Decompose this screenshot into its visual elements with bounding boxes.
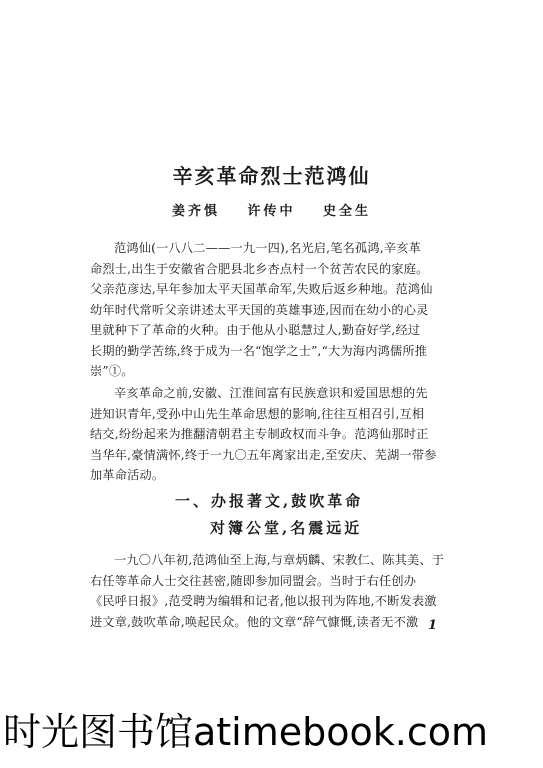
watermark-text: 时光图书馆atimebook.com	[3, 710, 489, 754]
paragraph-line: 《民呼日报》,范受聘为编辑和记者,他以报刊为阵地,不断发表激	[90, 594, 437, 608]
paragraph-line: 右任等革命人士交往甚密,随即参加同盟会。当时于右任创办	[90, 573, 417, 588]
section-heading-line1: 一、办报著文,鼓吹革命	[175, 492, 364, 510]
paragraph-line: 进文章,鼓吹革命,唤起民众。他的文章“辞气慷慨,读者无不激	[90, 614, 419, 629]
author-name: 姜齐惧	[171, 204, 220, 219]
paragraph-line: 幼年时代常听父亲讲述太平天国的英雄事迹,因而在幼小的心灵	[90, 302, 429, 317]
article-title: 辛亥革命烈士范鸿仙	[172, 164, 371, 188]
author-name: 史全生	[323, 204, 372, 219]
body-paragraph	[90, 383, 460, 486]
paragraph-line: 当华年,豪情满怀,终于一九〇五年离家出走,至安庆、芜湖一带参	[90, 447, 437, 462]
paragraph-line: 长期的勤学苦练,终于成为一名“饱学之士”,“大为海内鸿儒所推	[90, 343, 428, 358]
paragraph-line: 父亲范彦达,早年参加太平天国革命军,失败后返乡种地。范鸿仙	[90, 282, 433, 296]
author-line	[0, 200, 543, 219]
page-number: 1	[428, 618, 438, 633]
paragraph-line: 加革命活动。	[90, 468, 165, 482]
section-heading-line2: 对簿公堂,名震远近	[210, 519, 363, 537]
body-paragraph	[90, 550, 460, 632]
paragraph-line: 里就种下了革命的火种。由于他从小聪慧过人,勤奋好学,经过	[90, 323, 421, 337]
paragraph-line: 范鸿仙(一八八二——一九一四),名光启,笔名孤鸿,辛亥革	[114, 241, 422, 255]
paragraph-line: 结交,纷纷起来为推翻清朝君主专制政权而斗争。范鸿仙那时正	[90, 427, 429, 441]
paragraph-line: 进知识青年,受孙中山先生革命思想的影响,往往互相召引,互相	[90, 406, 425, 421]
paragraph-line: 崇”①。	[90, 364, 134, 378]
paragraph-line: 命烈士,出生于安徽省合肥县北乡杏点村一个贫苦农民的家庭。	[90, 261, 429, 276]
paragraph-line: 辛亥革命之前,安徽、江淮间富有民族意识和爱国思想的先	[114, 386, 428, 400]
paragraph-line: 一九〇八年初,范鸿仙至上海,与章炳麟、宋教仁、陈其美、于	[114, 553, 445, 567]
body-paragraph	[90, 238, 460, 382]
author-name: 许传中	[247, 204, 296, 219]
